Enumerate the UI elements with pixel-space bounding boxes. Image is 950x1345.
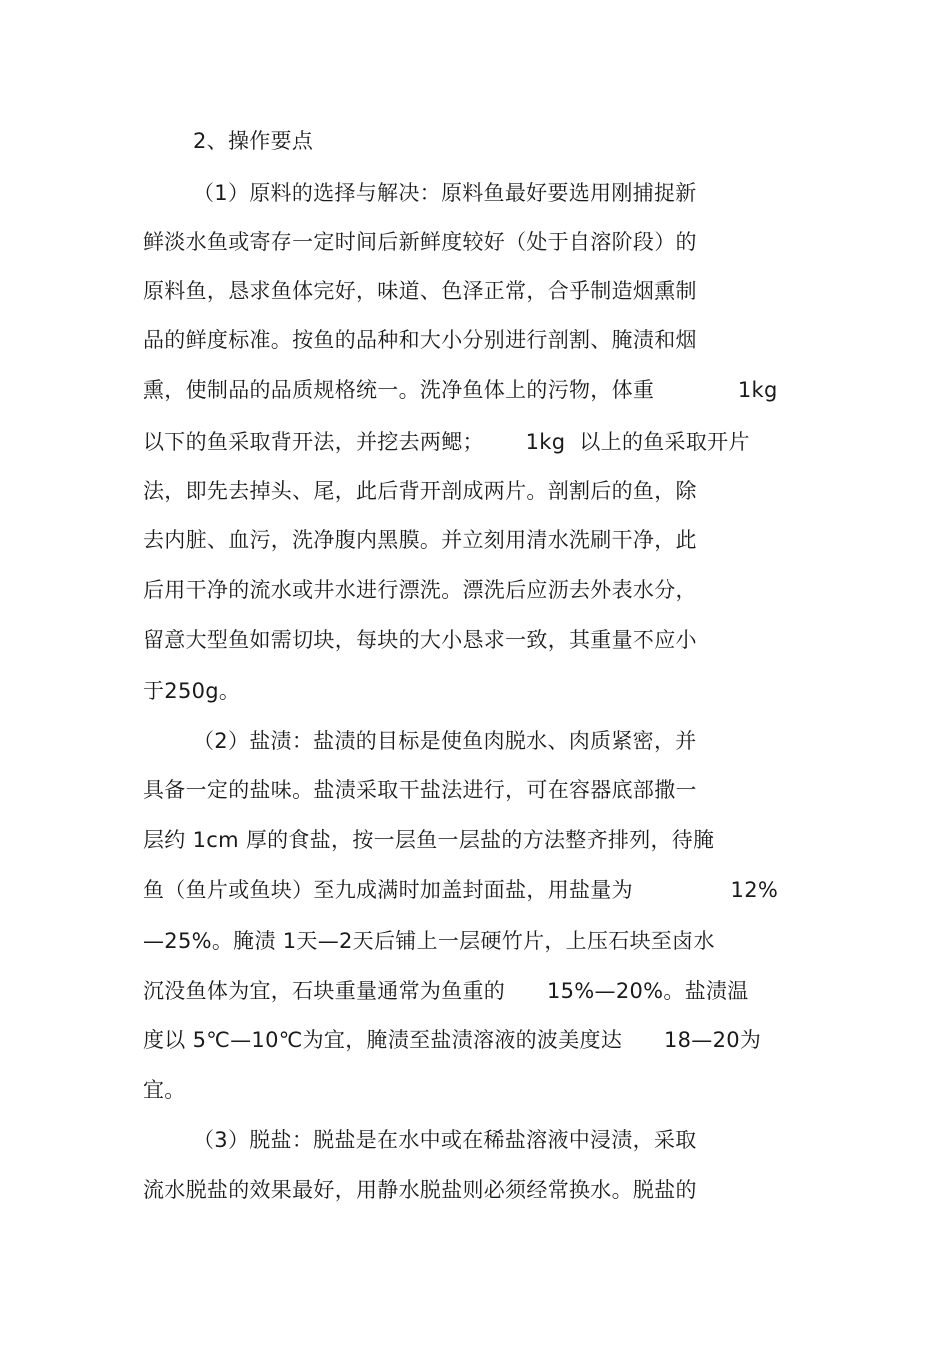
paragraph-line: 留意大型鱼如需切块，每块的大小恳求一致，其重量不应小 [143,628,697,652]
paragraph-line: （2）盐渍：盐渍的目标是使鱼肉脱水、肉质紧密，并 [193,729,697,753]
paragraph-line: 原料鱼，恳求鱼体完好，味道、色泽正常，合乎制造烟熏制 [143,279,697,303]
paragraph-line: 去内脏、血污，洗净腹内黑膜。并立刻用清水洗刷干净，此 [143,528,697,552]
paragraph-line: 具备一定的盐味。盐渍采取干盐法进行，可在容器底部撒一 [143,778,697,802]
paragraph-line: 度以 5℃—10℃为宜，腌渍至盐渍溶液的波美度达 18—20为 [143,1028,762,1052]
section-heading: 2、操作要点 [193,129,314,153]
paragraph-line: —25%。腌渍 1天—2天后铺上一层硬竹片，上压石块至卤水 [143,929,715,953]
paragraph-line: 后用干净的流水或井水进行漂洗。漂洗后应沥去外表水分， [143,578,697,602]
paragraph-line: 以下的鱼采取背开法，并挖去两鳃； 1kg 以上的鱼采取开片 [143,430,750,454]
paragraph-line: 层约 1cm 厚的食盐，按一层鱼一层盐的方法整齐排列，待腌 [143,828,715,852]
paragraph-line: 于250g。 [143,679,241,703]
paragraph-line: （1）原料的选择与解决：原料鱼最好要选用刚捕捉新 [193,181,697,205]
paragraph-line: 鲜淡水鱼或寄存一定时间后新鲜度较好（处于自溶阶段）的 [143,230,697,254]
paragraph-line: 宜。 [143,1078,186,1102]
paragraph-line: 沉没鱼体为宜，石块重量通常为鱼重的 15%—20%。盐渍温 [143,979,749,1003]
paragraph-line: 品的鲜度标准。按鱼的品种和大小分别进行剖割、腌渍和烟 [143,328,697,352]
paragraph-line: 流水脱盐的效果最好，用静水脱盐则必须经常换水。脱盐的 [143,1178,697,1202]
paragraph-line: （3）脱盐：脱盐是在水中或在稀盐溶液中浸渍，采取 [193,1128,697,1152]
paragraph-line: 鱼（鱼片或鱼块）至九成满时加盖封面盐，用盐量为 12% [143,878,779,902]
paragraph-line: 熏，使制品的品质规格统一。洗净鱼体上的污物，体重 1kg [143,378,778,402]
paragraph-line: 法，即先去掉头、尾，此后背开剖成两片。剖割后的鱼，除 [143,479,697,503]
